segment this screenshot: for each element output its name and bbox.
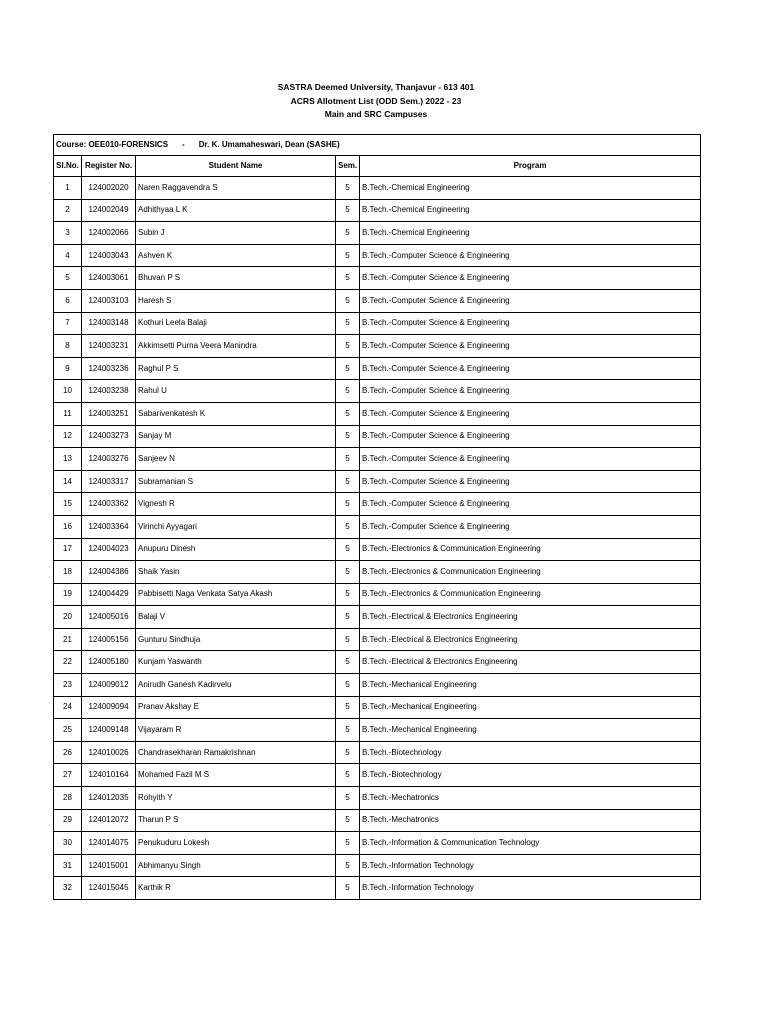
cell-register: 124005180	[82, 651, 136, 674]
table-row	[54, 380, 701, 403]
cell-sem: 5	[336, 448, 360, 471]
cell-program: B.Tech.-Electrical & Electronics Engineering	[360, 606, 701, 629]
table-row	[54, 199, 701, 222]
cell-sem: 5	[336, 312, 360, 335]
cell-sem: 5	[336, 357, 360, 380]
cell-sl: 4	[54, 244, 82, 267]
cell-name: Adhithyaa L K	[136, 199, 336, 222]
cell-program: B.Tech.-Electronics & Communication Engineering	[360, 583, 701, 606]
cell-program: B.Tech.-Electronics & Communication Engineering	[360, 561, 701, 584]
cell-program: B.Tech.-Computer Science & Engineering	[360, 357, 701, 380]
cell-sl: 27	[54, 764, 82, 787]
cell-program: B.Tech.-Computer Science & Engineering	[360, 515, 701, 538]
table-row	[54, 832, 701, 855]
document-header	[0, 81, 752, 122]
cell-name: Sabarivenkatesh K	[136, 402, 336, 425]
cell-sem: 5	[336, 854, 360, 877]
cell-sem: 5	[336, 832, 360, 855]
cell-sl: 3	[54, 222, 82, 245]
cell-name: Rahul U	[136, 380, 336, 403]
table-row	[54, 561, 701, 584]
cell-register: 124003273	[82, 425, 136, 448]
table-row	[54, 267, 701, 290]
cell-sem: 5	[336, 289, 360, 312]
cell-program: B.Tech.-Mechanical Engineering	[360, 674, 701, 697]
column-header-sl: Sl.No.	[54, 156, 82, 177]
cell-program: B.Tech.-Biotechnology	[360, 764, 701, 787]
cell-sl: 19	[54, 583, 82, 606]
cell-sem: 5	[336, 402, 360, 425]
table-row	[54, 448, 701, 471]
column-header-name: Student Name	[136, 156, 336, 177]
cell-register: 124003238	[82, 380, 136, 403]
cell-name: Balaji V	[136, 606, 336, 629]
cell-name: Karthik R	[136, 877, 336, 900]
cell-program: B.Tech.-Chemical Engineering	[360, 177, 701, 200]
cell-sem: 5	[336, 787, 360, 810]
cell-register: 124003251	[82, 402, 136, 425]
cell-sl: 8	[54, 335, 82, 358]
cell-register: 124009094	[82, 696, 136, 719]
cell-register: 124003362	[82, 493, 136, 516]
table-row	[54, 289, 701, 312]
table-row	[54, 606, 701, 629]
cell-register: 124003043	[82, 244, 136, 267]
cell-register: 124003231	[82, 335, 136, 358]
cell-sem: 5	[336, 335, 360, 358]
cell-sl: 21	[54, 628, 82, 651]
cell-name: Kunjam Yaswanth	[136, 651, 336, 674]
cell-register: 124003364	[82, 515, 136, 538]
cell-name: Subin J	[136, 222, 336, 245]
cell-program: B.Tech.-Chemical Engineering	[360, 199, 701, 222]
cell-register: 124010164	[82, 764, 136, 787]
cell-name: Anupuru Dinesh	[136, 538, 336, 561]
cell-program: B.Tech.-Biotechnology	[360, 741, 701, 764]
cell-register: 124003103	[82, 289, 136, 312]
cell-program: B.Tech.-Computer Science & Engineering	[360, 244, 701, 267]
cell-sl: 24	[54, 696, 82, 719]
university-title: SASTRA Deemed University, Thanjavur - 613 401	[277, 82, 475, 92]
cell-program: B.Tech.-Mechatronics	[360, 809, 701, 832]
cell-sem: 5	[336, 222, 360, 245]
cell-sem: 5	[336, 651, 360, 674]
cell-program: B.Tech.-Mechatronics	[360, 787, 701, 810]
cell-sl: 7	[54, 312, 82, 335]
cell-sl: 20	[54, 606, 82, 629]
cell-sem: 5	[336, 764, 360, 787]
cell-register: 124012072	[82, 809, 136, 832]
cell-sem: 5	[336, 583, 360, 606]
cell-register: 124005016	[82, 606, 136, 629]
allotment-table	[53, 134, 701, 900]
table-row	[54, 244, 701, 267]
cell-sl: 10	[54, 380, 82, 403]
table-row	[54, 854, 701, 877]
cell-sl: 12	[54, 425, 82, 448]
cell-register: 124004386	[82, 561, 136, 584]
cell-program: B.Tech.-Computer Science & Engineering	[360, 402, 701, 425]
cell-name: Penukuduru Lokesh	[136, 832, 336, 855]
table-row	[54, 741, 701, 764]
cell-name: Naren Raggavendra S	[136, 177, 336, 200]
cell-sem: 5	[336, 380, 360, 403]
column-header-sem: Sem.	[336, 156, 360, 177]
table-row	[54, 470, 701, 493]
cell-register: 124009148	[82, 719, 136, 742]
cell-sl: 1	[54, 177, 82, 200]
cell-name: Haresh S	[136, 289, 336, 312]
cell-register: 124009012	[82, 674, 136, 697]
table-row	[54, 696, 701, 719]
cell-program: B.Tech.-Information & Communication Technology	[360, 832, 701, 855]
cell-name: Rohyith Y	[136, 787, 336, 810]
cell-program: B.Tech.-Electrical & Electronics Engineering	[360, 628, 701, 651]
cell-register: 124015001	[82, 854, 136, 877]
cell-name: Pranav Akshay E	[136, 696, 336, 719]
table-row	[54, 583, 701, 606]
cell-sem: 5	[336, 561, 360, 584]
cell-sl: 9	[54, 357, 82, 380]
cell-register: 124004023	[82, 538, 136, 561]
cell-name: Shaik Yasin	[136, 561, 336, 584]
cell-sl: 5	[54, 267, 82, 290]
cell-sem: 5	[336, 493, 360, 516]
cell-sl: 13	[54, 448, 82, 471]
cell-program: B.Tech.-Computer Science & Engineering	[360, 312, 701, 335]
cell-sl: 28	[54, 787, 82, 810]
cell-register: 124010026	[82, 741, 136, 764]
cell-sl: 32	[54, 877, 82, 900]
cell-register: 124014075	[82, 832, 136, 855]
cell-name: Kothuri Leela Balaji	[136, 312, 336, 335]
cell-sl: 14	[54, 470, 82, 493]
cell-sl: 2	[54, 199, 82, 222]
cell-sem: 5	[336, 674, 360, 697]
cell-register: 124005156	[82, 628, 136, 651]
cell-program: B.Tech.-Electronics & Communication Engineering	[360, 538, 701, 561]
cell-name: Pabbisetti Naga Venkata Satya Akash	[136, 583, 336, 606]
cell-register: 124003317	[82, 470, 136, 493]
cell-sem: 5	[336, 244, 360, 267]
cell-name: Sanjay M	[136, 425, 336, 448]
cell-name: Anirudh Ganesh Kadirvelu	[136, 674, 336, 697]
cell-sem: 5	[336, 470, 360, 493]
cell-program: B.Tech.-Computer Science & Engineering	[360, 267, 701, 290]
table-row	[54, 877, 701, 900]
cell-sem: 5	[336, 741, 360, 764]
cell-program: B.Tech.-Mechanical Engineering	[360, 719, 701, 742]
cell-program: B.Tech.-Computer Science & Engineering	[360, 448, 701, 471]
cell-sl: 17	[54, 538, 82, 561]
cell-sl: 16	[54, 515, 82, 538]
cell-sl: 11	[54, 402, 82, 425]
list-title: ACRS Allotment List (ODD Sem.) 2022 - 23	[290, 95, 462, 106]
cell-sem: 5	[336, 199, 360, 222]
course-code: Course: OEE010-FORENSICS	[56, 140, 169, 149]
table-row	[54, 787, 701, 810]
cell-name: Gunturu Sindhuja	[136, 628, 336, 651]
cell-name: Virinchi Ayyagari	[136, 515, 336, 538]
cell-sem: 5	[336, 696, 360, 719]
cell-program: B.Tech.-Computer Science & Engineering	[360, 425, 701, 448]
cell-sem: 5	[336, 267, 360, 290]
cell-name: Vignesh R	[136, 493, 336, 516]
cell-sem: 5	[336, 719, 360, 742]
column-header-register: Register No.	[82, 156, 136, 177]
table-row	[54, 312, 701, 335]
cell-sem: 5	[336, 809, 360, 832]
cell-program: B.Tech.-Information Technology	[360, 854, 701, 877]
table-row	[54, 177, 701, 200]
cell-register: 124002049	[82, 199, 136, 222]
table-row	[54, 628, 701, 651]
cell-program: B.Tech.-Computer Science & Engineering	[360, 335, 701, 358]
cell-program: B.Tech.-Computer Science & Engineering	[360, 470, 701, 493]
course-info	[54, 135, 701, 156]
cell-sem: 5	[336, 877, 360, 900]
table-row	[54, 493, 701, 516]
course-separator: -	[182, 140, 185, 149]
table-row	[54, 402, 701, 425]
cell-name: Mohamed Fazil M S	[136, 764, 336, 787]
cell-name: Abhimanyu Singh	[136, 854, 336, 877]
table-body	[54, 177, 701, 900]
cell-sl: 29	[54, 809, 82, 832]
cell-name: Tharun P S	[136, 809, 336, 832]
table-row	[54, 425, 701, 448]
cell-program: B.Tech.-Mechanical Engineering	[360, 696, 701, 719]
column-header-program: Program	[360, 156, 701, 177]
table-row	[54, 538, 701, 561]
cell-register: 124002020	[82, 177, 136, 200]
cell-program: B.Tech.-Computer Science & Engineering	[360, 289, 701, 312]
cell-sl: 31	[54, 854, 82, 877]
cell-name: Vijayaram R	[136, 719, 336, 742]
cell-sem: 5	[336, 515, 360, 538]
cell-sl: 15	[54, 493, 82, 516]
cell-program: B.Tech.-Computer Science & Engineering	[360, 380, 701, 403]
cell-name: Sanjeev N	[136, 448, 336, 471]
column-header-row	[54, 156, 701, 177]
cell-sem: 5	[336, 628, 360, 651]
campus-title: Main and SRC Campuses	[324, 109, 428, 119]
table-row	[54, 674, 701, 697]
table-row	[54, 809, 701, 832]
cell-name: Bhuvan P S	[136, 267, 336, 290]
cell-sl: 18	[54, 561, 82, 584]
cell-sl: 23	[54, 674, 82, 697]
table-row	[54, 651, 701, 674]
cell-register: 124003276	[82, 448, 136, 471]
cell-sl: 25	[54, 719, 82, 742]
table-row	[54, 764, 701, 787]
cell-program: B.Tech.-Computer Science & Engineering	[360, 493, 701, 516]
table-row	[54, 357, 701, 380]
cell-program: B.Tech.-Electrical & Electronics Engineering	[360, 651, 701, 674]
cell-program: B.Tech.-Chemical Engineering	[360, 222, 701, 245]
cell-register: 124003236	[82, 357, 136, 380]
cell-name: Chandrasekharan Ramakrishnan	[136, 741, 336, 764]
table-row	[54, 515, 701, 538]
cell-register: 124004429	[82, 583, 136, 606]
table-row	[54, 335, 701, 358]
cell-program: B.Tech.-Information Technology	[360, 877, 701, 900]
cell-sl: 22	[54, 651, 82, 674]
cell-register: 124003061	[82, 267, 136, 290]
cell-sem: 5	[336, 538, 360, 561]
course-row	[54, 135, 701, 156]
cell-register: 124003148	[82, 312, 136, 335]
cell-name: Raghul P S	[136, 357, 336, 380]
cell-sem: 5	[336, 177, 360, 200]
cell-register: 124015045	[82, 877, 136, 900]
table-row	[54, 719, 701, 742]
cell-sl: 30	[54, 832, 82, 855]
table-row	[54, 222, 701, 245]
cell-register: 124012035	[82, 787, 136, 810]
cell-sem: 5	[336, 425, 360, 448]
course-faculty: Dr. K. Umamaheswari, Dean (SASHE)	[198, 140, 340, 149]
cell-sl: 26	[54, 741, 82, 764]
cell-name: Subramanian S	[136, 470, 336, 493]
cell-sem: 5	[336, 606, 360, 629]
cell-sl: 6	[54, 289, 82, 312]
cell-name: Akkimsetti Purna Veera Manindra	[136, 335, 336, 358]
cell-name: Ashven K	[136, 244, 336, 267]
cell-register: 124002066	[82, 222, 136, 245]
